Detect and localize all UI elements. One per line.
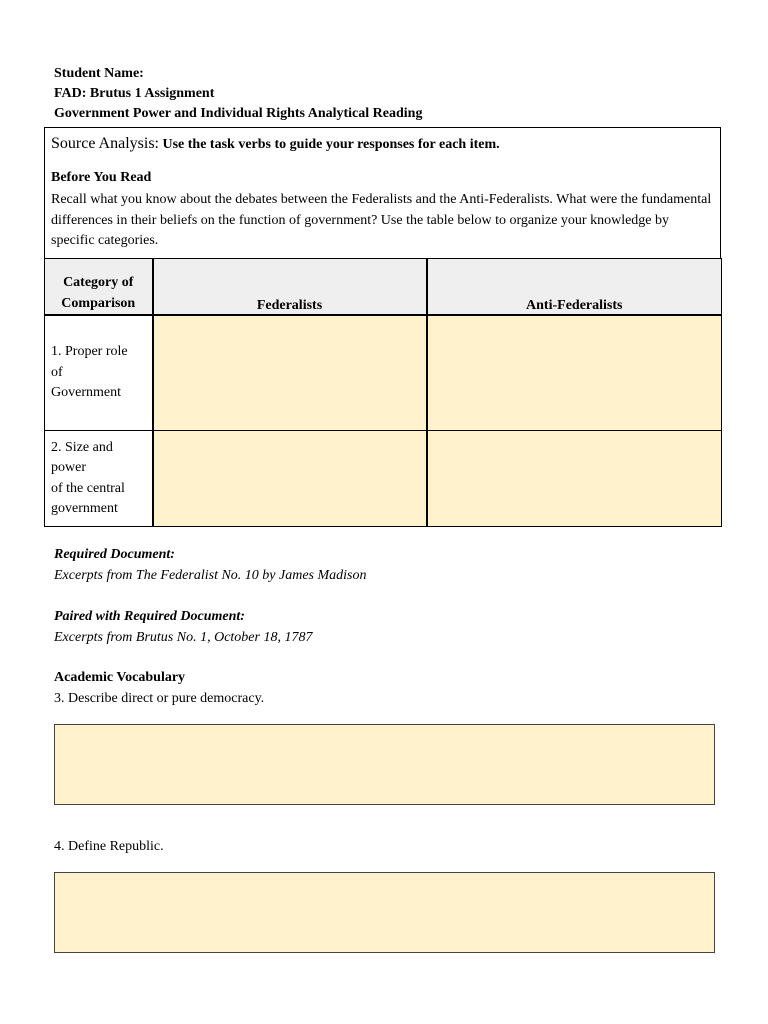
row-label-line: power: [51, 460, 86, 475]
before-you-read-text: Recall what you know about the debates between the Federalists and the Anti-Federalists. What were the fundamental differences in their beliefs on the function of government? Use the table below to organize your knowledge by specific categories.: [51, 192, 712, 248]
assignment-title: FAD: Brutus 1 Assignment: [54, 86, 215, 101]
required-document-text: Excerpts from The Federalist No. 10 by James Madison: [54, 568, 367, 583]
required-document-heading: Required Document:: [54, 547, 175, 562]
category-header: [45, 259, 153, 315]
row-label-line: 2. Size and: [51, 439, 113, 455]
student-name-label: Student Name:: [54, 66, 144, 81]
table-row: [45, 315, 722, 431]
anti-federalists-role-answer-cell[interactable]: [427, 315, 722, 431]
category-header-line: Comparison: [61, 295, 136, 311]
federalists-role-answer-cell[interactable]: [153, 315, 427, 431]
anti-federalists-header: Anti-Federalists: [427, 259, 722, 315]
anti-federalists-size-answer-cell[interactable]: [427, 431, 722, 527]
question-4-answer-box[interactable]: [54, 872, 715, 953]
paired-document-heading: Paired with Required Document:: [54, 609, 245, 624]
source-analysis-box: [44, 127, 721, 258]
comparison-table: [44, 258, 722, 527]
federalists-header: Federalists: [153, 259, 427, 315]
academic-vocabulary-heading: Academic Vocabulary: [54, 670, 186, 685]
row-label-size-and-power: [45, 431, 153, 527]
row-label-line: government: [51, 501, 118, 516]
category-header-line: Category of: [63, 274, 134, 290]
row-label-line: 1. Proper role: [51, 344, 128, 359]
source-analysis-label: Source Analysis:: [51, 135, 159, 152]
source-analysis-instruction: Use the task verbs to guide your responses for each item.: [159, 137, 500, 152]
question-4-prompt: 4. Define Republic.: [54, 839, 164, 854]
row-label-proper-role: [45, 315, 153, 431]
table-row: [45, 431, 722, 527]
row-label-line: Government: [51, 385, 121, 400]
document-subtitle: Government Power and Individual Rights Analytical Reading: [54, 106, 423, 121]
paired-document-text: Excerpts from Brutus No. 1, October 18, 1787: [54, 630, 313, 645]
source-analysis-title: [51, 135, 500, 153]
question-3-prompt: 3. Describe direct or pure democracy.: [54, 691, 265, 706]
federalists-size-answer-cell[interactable]: [153, 431, 427, 527]
question-3-answer-box[interactable]: [54, 724, 715, 805]
table-header-row: [45, 259, 722, 315]
before-you-read-heading: Before You Read: [51, 170, 152, 185]
row-label-line: of: [51, 364, 63, 380]
row-label-line: of the central: [51, 480, 125, 496]
